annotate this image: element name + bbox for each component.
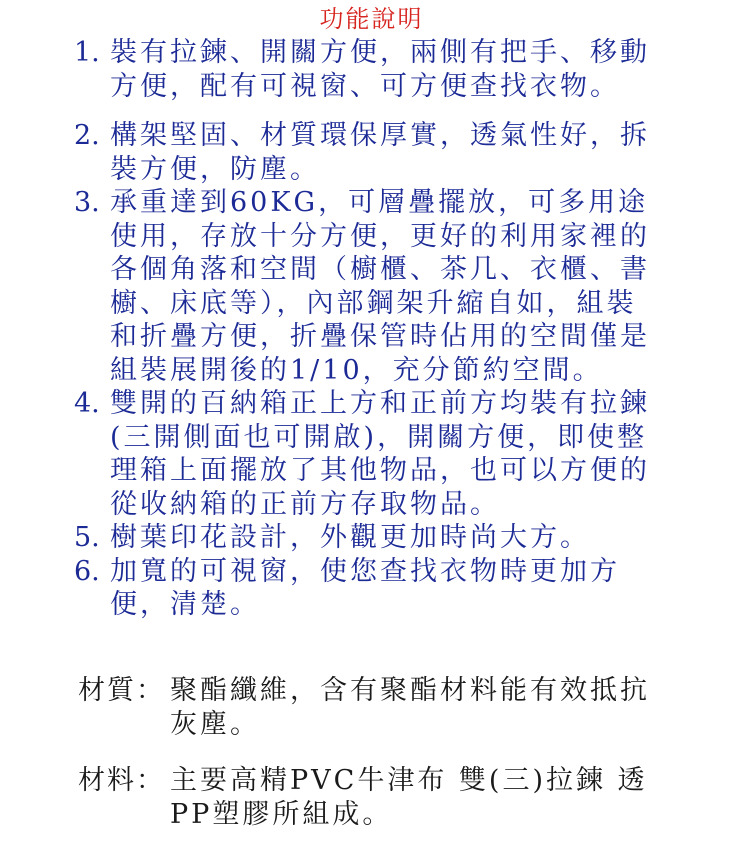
feature-text: 雙開的百納箱正上方和正前方均裝有拉鍊(三開側面也可開啟)，開關方便，即使整理箱上面擺放了其他物品，也可以方便的從收納箱的正前方存取物品。 [110,388,650,520]
feature-number: 3. [74,187,100,218]
feature-item-1 [74,36,674,103]
feature-list [74,36,674,622]
material-quality-label: 材質： [78,675,165,706]
material-value: 主要高精PVC牛津布 雙(三)拉鍊 透PP塑膠所組成。 [170,765,648,830]
feature-text: 加寬的可視窗，使您查找衣物時更加方便，清楚。 [110,555,620,620]
feature-item-5 [74,521,674,555]
material-label: 材料： [78,765,165,796]
feature-item-6 [74,555,674,622]
feature-number: 5. [74,522,100,553]
feature-number: 6. [74,555,100,587]
feature-text: 構架堅固、材質環保厚實，透氣性好，拆裝方便，防塵。 [110,120,650,185]
feature-number: 2. [74,120,100,151]
material-row [78,764,678,832]
page-title: 功能說明 [319,5,424,33]
feature-item-3 [74,186,674,387]
material-quality-row [78,674,678,742]
feature-number: 1. [74,37,100,68]
feature-text: 裝有拉鍊、開關方便，兩側有把手、移動方便，配有可視窗、可方便查找衣物。 [110,37,650,102]
feature-item-2 [74,119,674,186]
feature-text: 樹葉印花設計，外觀更加時尚大方。 [110,522,590,553]
material-quality-value: 聚酯纖維，含有聚酯材料能有效抵抗灰塵。 [170,675,650,740]
feature-item-4 [74,387,674,521]
feature-text: 承重達到60KG，可層疊擺放，可多用途使用，存放十分方便，更好的利用家裡的各個角落和空間（櫥櫃、茶几、衣櫃、書櫥、床底等），內部鋼架升縮自如，組裝和折疊方便，折疊保管時佔用的空間僅是組裝展開後的1/10，充分節約空間。 [110,187,650,386]
feature-number: 4. [74,388,100,419]
